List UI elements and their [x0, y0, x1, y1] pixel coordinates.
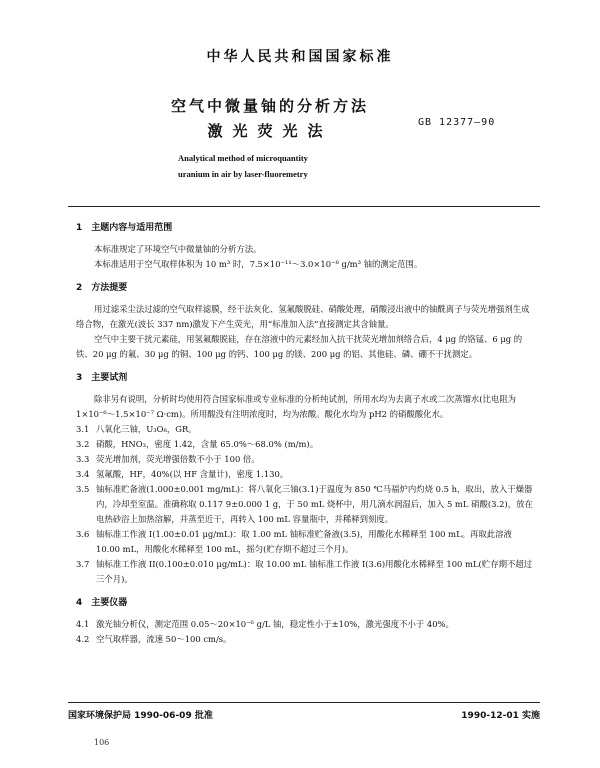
item-text: 铀标准贮备液(1.000±0.001 mg/mL)：将八氧化三铀(3.1)于温度为 850 ℃马福炉内灼烧 0.5 h，取出，放入干燥器内，冷却至室温。准确称取 0.117 9±0.000 1 g，于 50 mL 烧杯中，用几滴水润湿后，加入 5 mL 硝酸(3.2)，放在电热砂浴上加热溶解，并蒸至近干，再转入 100 mL 容量瓶中，并稀释到刻度。 [96, 484, 533, 524]
item-number: 3.2 [76, 439, 90, 449]
item-number: 3.5 [76, 484, 90, 494]
section-1-para-1: 本标准规定了环境空气中微量铀的分析方法。 [94, 244, 262, 254]
item-text: 荧光增加剂，荧光增强倍数不小于 100 倍。 [96, 454, 260, 464]
item-number: 3.3 [76, 454, 90, 464]
item-number: 3.1 [76, 424, 90, 434]
item-number: 4.2 [76, 634, 90, 644]
section-2-para-2: 空气中主要干扰元素硅，用氢氟酸脱硅，存在溶液中的元素经加入抗干扰荧光增加剂络合后，4 μg 的铬锰、6 μg 的铁、20 μg 的氟、30 μg 的铜、100 μg 的钙、100 μg 的镁、200 μg 的铝、其他硅、磷、硼不干扰测定。 [76, 334, 523, 359]
item-number: 4.1 [76, 619, 90, 629]
title-line-2: 激光荧光法 [207, 122, 333, 140]
section-4-heading: 4 主要仪器 [76, 598, 128, 608]
item-text: 激光铀分析仪，测定范围 0.05～20×10⁻⁶ g/L 铀，稳定性小于±10%，激光强度不小于 40%。 [96, 619, 454, 629]
item-number: 3.7 [76, 559, 90, 569]
list-item [76, 632, 536, 647]
item-text: 空气取样器，流速 50～100 cm/s。 [96, 634, 232, 644]
document-title [120, 94, 420, 144]
title-line-1: 空气中微量铀的分析方法 [170, 97, 369, 115]
list-item [76, 437, 536, 452]
list-item [76, 482, 536, 527]
list-item [76, 557, 536, 587]
top-divider [68, 206, 540, 207]
bottom-divider [68, 702, 540, 703]
item-number: 3.6 [76, 529, 90, 539]
page-number: 106 [94, 738, 110, 747]
list-item [76, 422, 536, 437]
list-item [76, 617, 536, 632]
section-3-para-1: 除非另有说明，分析时均使用符合国家标准或专业标准的分析纯试剂，所用水均为去离子水或二次蒸馏水(比电阻为 1×10⁻⁶～1.5×10⁻⁷ Ω·cm)。所用酸没有注明浓度时，均为浓酸。酸化水均为 pH2 的硝酸酸化水。 [76, 394, 517, 419]
section-2-heading: 2 方法提要 [76, 283, 128, 293]
list-item [76, 467, 536, 482]
list-item [76, 452, 536, 467]
section-1-heading: 1 主题内容与适用范围 [76, 223, 173, 233]
english-title-line-2: uranium in air by laser-fluoremetry [178, 169, 308, 179]
item-text: 硝酸，HNO₃，密度 1.42，含量 65.0%～68.0% (m/m)。 [96, 439, 319, 449]
section-1-para-2: 本标准适用于空气取样体积为 10 m³ 时，7.5×10⁻¹¹～3.0×10⁻⁸ g/m³ 铀的测定范围。 [94, 259, 423, 269]
approval-date: 国家环境保护局 1990-06-09 批准 [68, 711, 213, 721]
standard-header: 中华人民共和国国家标准 [206, 49, 394, 65]
item-text: 氢氟酸，HF，40%(以 HF 含量计)，密度 1.130。 [96, 469, 289, 479]
list-item [76, 527, 536, 557]
item-text: 铀标准工作液 II(0.100±0.010 μg/mL)：取 10.00 mL 铀标准工作液 I(3.6)用酸化水稀释至 100 mL(贮存期不超过三个月)。 [96, 559, 533, 584]
document-body [76, 212, 536, 647]
item-text: 八氧化三铀，U₃O₈，GR。 [96, 424, 197, 434]
item-text: 铀标准工作液 I(1.00±0.01 μg/mL)：取 1.00 mL 铀标准贮备液(3.5)，用酸化水稀释至 100 mL。再取此溶液 10.00 mL，用酸化水稀释至 100 mL，摇匀(贮存期不超过三个月)。 [96, 529, 512, 554]
section-3-heading: 3 主要试剂 [76, 373, 128, 383]
english-title-line-1: Analytical method of microquantity [178, 153, 308, 163]
gb-standard-code: GB 12377—90 [418, 117, 496, 128]
section-2-para-1: 用过滤采尘法过滤的空气取样滤膜，经干法灰化、氢氟酸脱硅、硝酸处理，硝酸浸出液中的铀酰离子与荧光增强剂生成络合物，在激光(波长 337 nm)激发下产生荧光，用“标准加入法”直接测定其含铀量。 [76, 304, 530, 329]
effective-date: 1990-12-01 实施 [461, 711, 540, 721]
item-number: 3.4 [76, 469, 90, 479]
english-title [178, 150, 308, 182]
